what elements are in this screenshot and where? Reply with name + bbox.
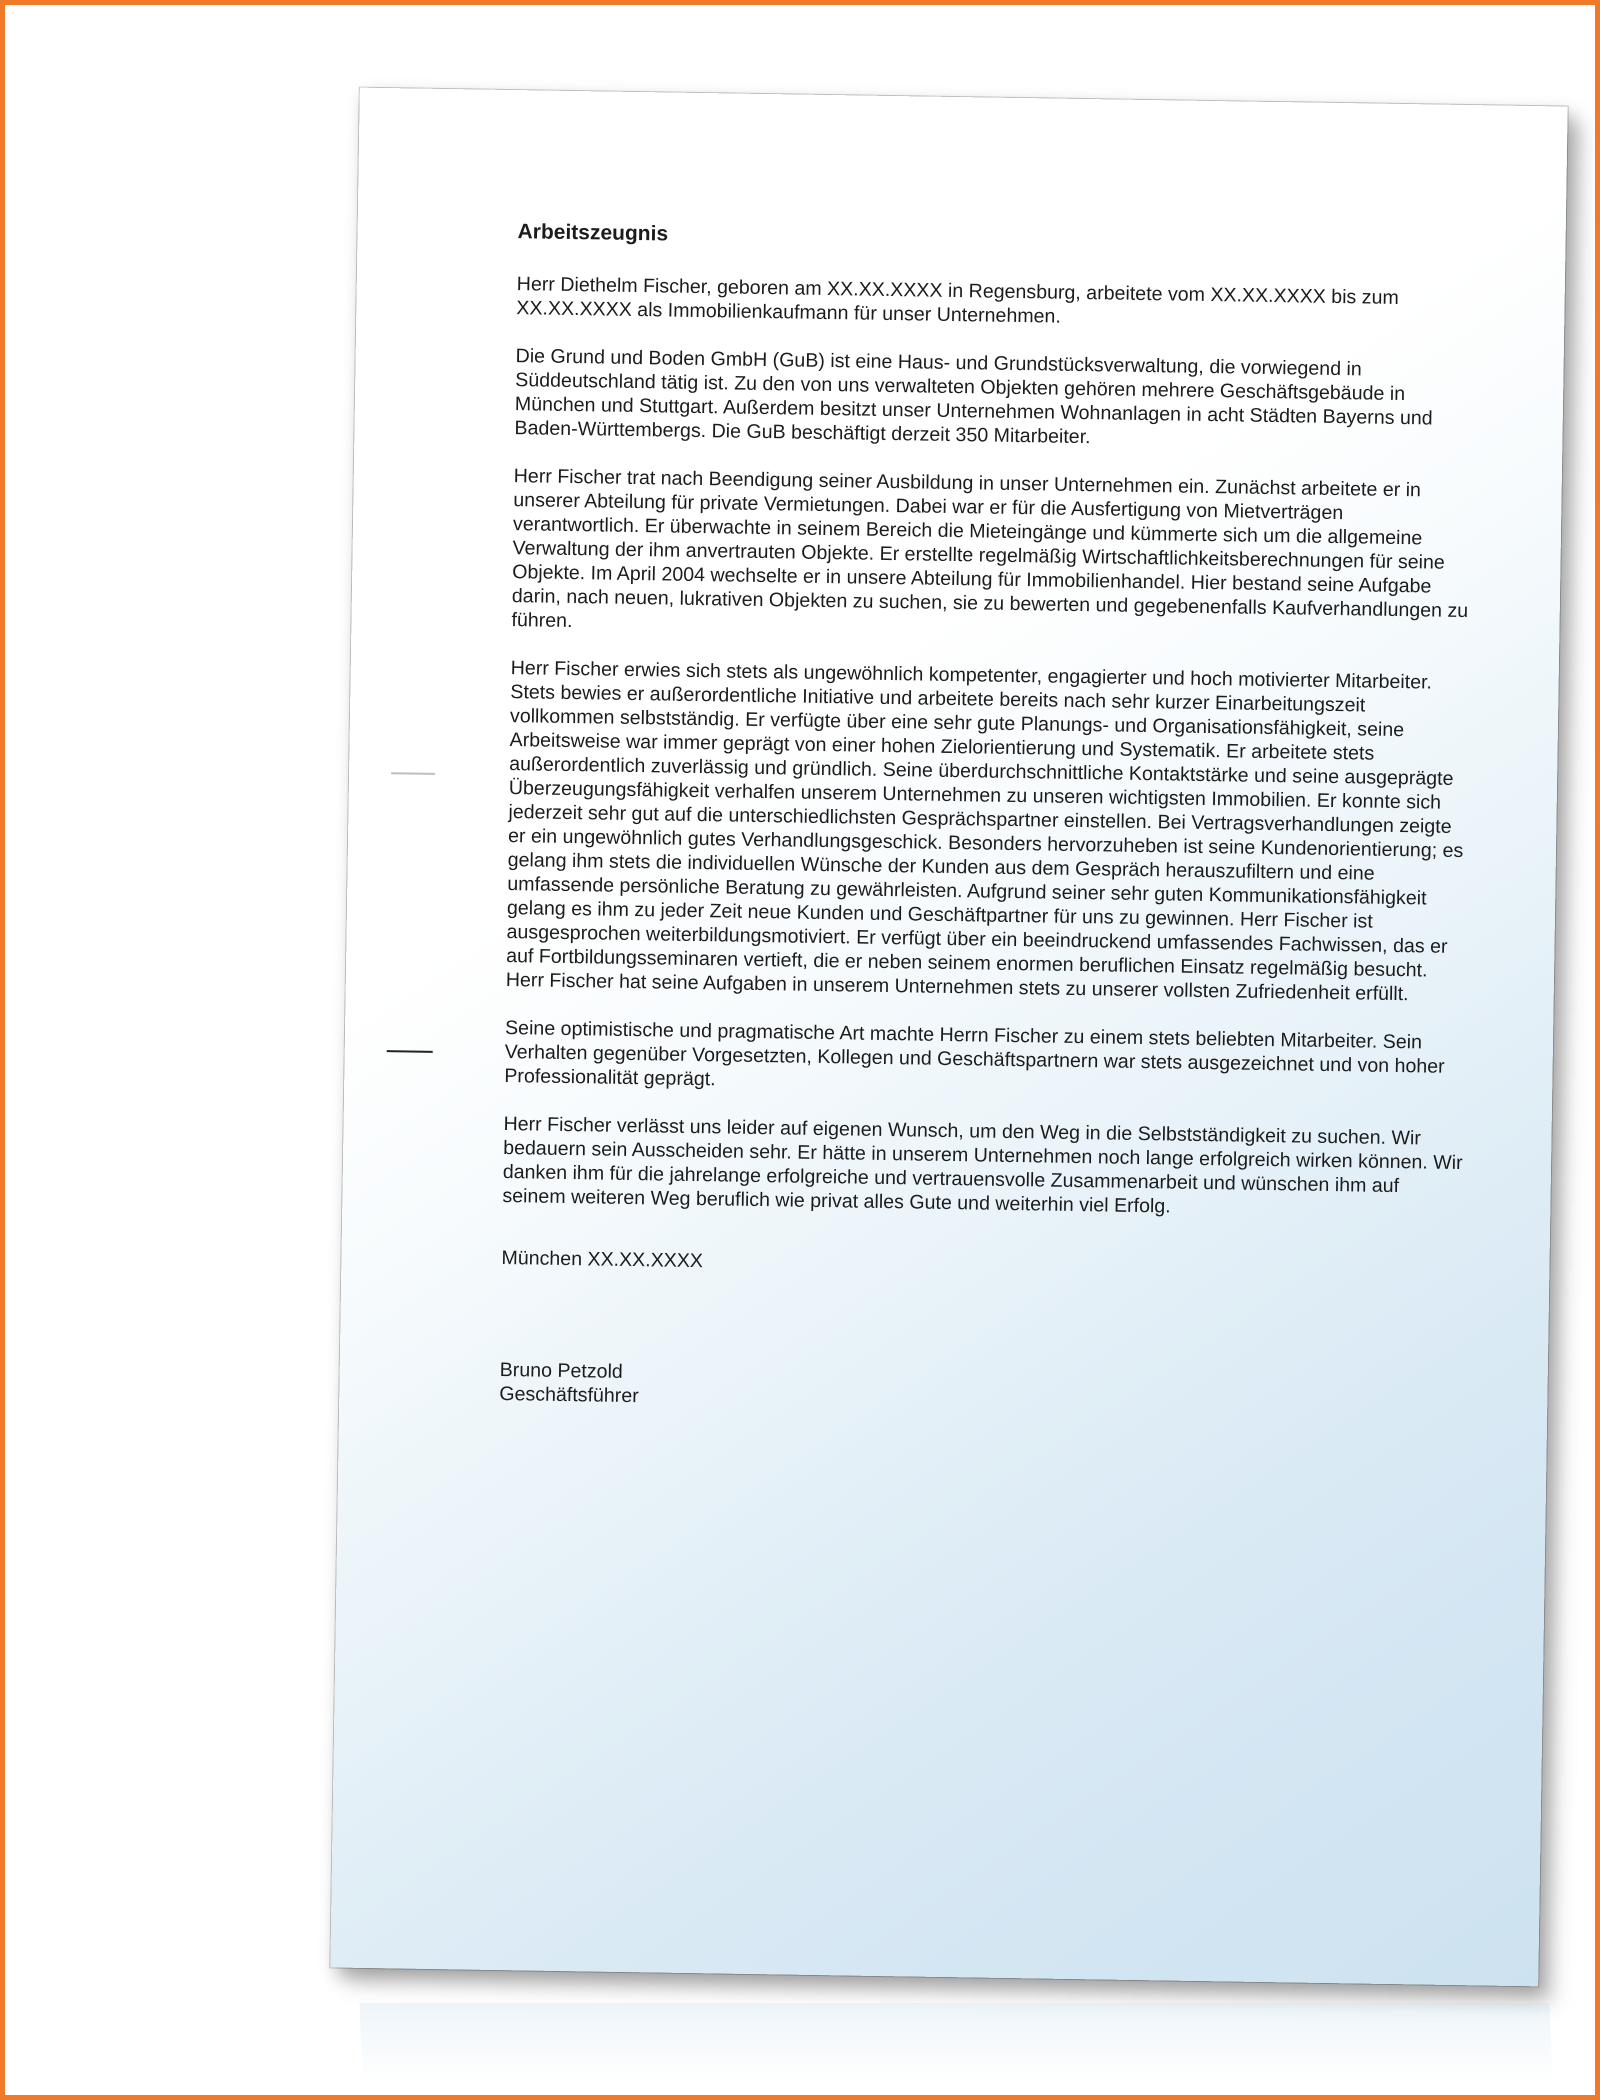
paragraph-duties: Herr Fischer trat nach Beendigung seiner Ausbildung in unser Unternehmen ein. Zunächst arbeitete er in unserer Abteilung für private Vermietungen. Dabei war er für die Ausfertigung von Mietverträgen verantwortlich. Er überwachte in seinem Bereich die Mieteingänge und kümmerte sich um die allgemeine Verwaltung der ihm anvertrauten Objekte. Er erstellte regelmäßig Wirtschaftlichkeitsberechnungen für seine Objekte. Im April 2004 wechselte er in unsere Abteilung für Immobilienhandel. Hier bestand seine Aufgabe darin, nach neuen, lukrativen Objekten zu suchen, sie zu bewerten und gegebenenfalls Kaufverhandlungen zu führen. <box>511 465 1469 633</box>
paragraph-performance: Herr Fischer erwies sich stets als ungewöhnlich kompetenter, engagierter und hoch motivierter Mitarbeiter. Stets bewies er außerordentliche Initiative und arbeitete bereits nach sehr kurzer Einarbeitungszeit vollkommen selbstständig. Er verfügte über eine sehr gute Planungs- und Organisationsfähigkeit, seine Arbeitsweise war immer geprägt von einer hohen Zielorientierung und Systematik. Er arbeitete stets außerordentlich zuverlässig und gründlich. Seine überdurchschnittliche Kontaktstärke und seine ausgeprägte Überzeugungsfähigkeit verhalfen unserem Unternehmen zu unseren wichtigsten Immobilien. Er konnte sich jederzeit sehr gut auf die unterschiedlichsten Gesprächspartner einstellen. Bei Vertragsverhandlungen zeigte er ein ungewöhnlich gutes Verhandlungsgeschick. Besonders hervorzuheben ist seine Kundenorientierung; es gelang ihm stets die individuellen Wünsche der Kunden aus dem Gespräch herauszufiltern und eine umfassende persönliche Beratung zu gewährleisten. Aufgrund seiner sehr guten Kommunikationsfähigkeit gelang es ihm zu jeder Zeit neue Kunden und Geschäftpartner für uns zu gewinnen. Herr Fischer ist ausgesprochen weiterbildungsmotiviert. Er verfügt über ein beeindruckend umfassendes Fachwissen, das er auf Fortbildungsseminaren vertieft, die er neben seinem enormen beruflichen Einsatz regelmäßig besucht. Herr Fischer hat seine Aufgaben in unserem Unternehmen stets zu unserer vollsten Zufriedenheit erfüllt. <box>505 657 1464 1006</box>
paragraph-company: Die Grund und Boden GmbH (GuB) ist eine Haus- und Grundstücksverwaltung, die vorwiegend in Süddeutschland tätig ist. Zu den von uns verwalteten Objekten gehören mehrere Geschäftsgebäude in München und Stuttgart. Außerdem besitzt unser Unternehmen Wohnanlagen in acht Städten Bayerns und Baden-Württembergs. Die GuB beschäftigt derzeit 350 Mitarbeiter. <box>514 345 1433 449</box>
document-page <box>330 88 1567 1987</box>
paragraph-conduct: Seine optimistische und pragmatische Art machte Herrn Fischer zu einem stets beliebten Mitarbeiter. Sein Verhalten gegenüber Vorgesetzten, Kollegen und Geschäftspartnern war stets ausgezeichnet und von hoher Professionalität geprägt. <box>504 1017 1445 1091</box>
signature-block <box>499 1358 1460 1421</box>
document-title: Arbeitszeugnis <box>517 220 669 246</box>
page-reflection <box>360 2003 1553 2083</box>
punch-mark <box>387 1050 433 1053</box>
signer-name: Bruno Petzold <box>499 1358 623 1383</box>
place-date: München XX.XX.XXXX <box>501 1246 704 1273</box>
fold-mark <box>391 772 435 775</box>
paragraph-intro: Herr Diethelm Fischer, geboren am XX.XX.XXXX in Regensburg, arbeitete vom XX.XX.XXXX bis zum XX.XX.XXXX als Immobilienkaufmann für unser Unternehmen. <box>516 273 1399 328</box>
signer-title: Geschäftsführer <box>499 1382 639 1408</box>
paragraph-closing: Herr Fischer verlässt uns leider auf eigenen Wunsch, um den Weg in die Selbstständigkeit zu suchen. Wir bedauern sein Ausscheiden sehr. Er hätte in unserem Unternehmen noch lange erfolgreich wirken können. Wir danken ihm für die jahrelange erfolgreiche und vertrauensvolle Zusammenarbeit und wünschen ihm auf seinem weiteren Weg beruflich wie privat alles Gute und weiterhin viel Erfolg. <box>502 1113 1463 1218</box>
letter-content <box>499 218 1478 1421</box>
